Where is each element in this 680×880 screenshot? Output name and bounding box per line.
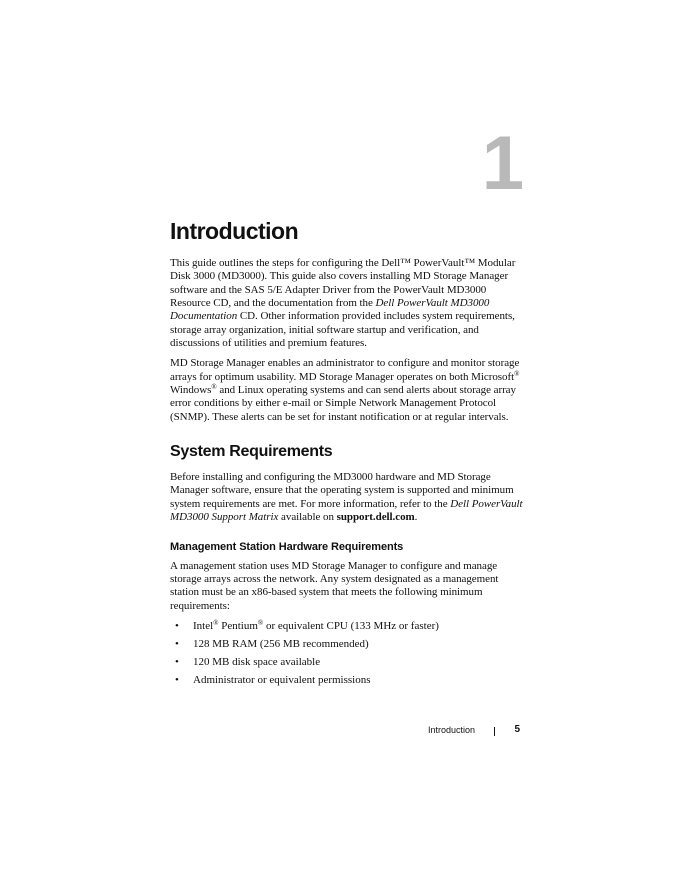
cpu-text-b: Pentium — [218, 619, 258, 632]
registered-mark: ® — [257, 618, 264, 627]
intro-p2-text-c: and Linux operating systems and can send alerts about storage array error conditions by either e-mail or Simple Network Management Protocol (SNMP). These alerts can be set for instant notification or at regular intervals. — [170, 384, 516, 423]
chapter-title: Introduction — [170, 218, 299, 244]
section-title-system-requirements: System Requirements — [170, 443, 333, 461]
sysreq-text-b: available on — [278, 511, 337, 524]
intro-p1-text-a: This guide outlines the steps for configuring the Dell™ PowerVault™ Modular Disk 3000 (MD3000). This guide also covers installing MD Storage Manager software and the SAS 5/E Adapter Driver from the PowerVault MD3000 Resource CD, and the documentation from the — [170, 257, 516, 310]
disk-text: 120 MB disk space available — [193, 655, 321, 668]
chapter-number: 1 — [481, 121, 522, 206]
intro-p2-text-b: Windows — [170, 384, 212, 397]
list-item-cpu — [170, 620, 524, 633]
page-footer — [380, 723, 520, 739]
page-number: 5 — [514, 724, 520, 735]
bullet-icon: • — [175, 619, 179, 632]
cpu-text-a: Intel — [193, 619, 214, 632]
sysreq-text-a: Before installing and configuring the MD3000 hardware and MD Storage Manager software, ensure that the operating system is supported and minimum system requirements are met. For more information, refer to the — [170, 471, 514, 510]
footer-chapter-title: Introduction — [427, 725, 475, 735]
requirements-list — [170, 620, 524, 687]
bullet-icon: • — [175, 673, 179, 686]
page-content — [170, 216, 524, 692]
intro-paragraph-1 — [170, 257, 524, 350]
list-item-ram — [170, 638, 524, 651]
support-site-link[interactable]: support.dell.com — [336, 511, 415, 524]
intro-p1-text-b: CD. Other information provided includes system requirements, storage array organization, initial software startup and verification, and discussions of utilities and premium features. — [170, 310, 515, 350]
list-item-disk — [170, 656, 524, 669]
list-item-permissions — [170, 674, 524, 687]
registered-mark: ® — [514, 369, 520, 378]
bullet-icon: • — [175, 655, 179, 668]
registered-mark: ® — [213, 618, 219, 627]
subsection-title-management-station: Management Station Hardware Requirements — [170, 540, 404, 553]
cpu-text-c: or equivalent CPU (133 MHz or faster) — [263, 619, 439, 632]
support-matrix-title: Dell PowerVault MD3000 Support Matrix — [170, 497, 523, 524]
bullet-icon: • — [175, 637, 179, 650]
management-station-paragraph: A management station uses MD Storage Manager to configure and manage storage arrays across the network. Any system designated as a management station must be an x86-based system that meets the following minimum requirements: — [170, 559, 499, 612]
permissions-text: Administrator or equivalent permissions — [193, 673, 371, 686]
sysreq-text-c: . — [414, 511, 418, 524]
system-requirements-paragraph — [170, 471, 524, 524]
intro-paragraph-2 — [170, 357, 524, 424]
footer-divider — [494, 727, 495, 736]
intro-p2-text-a: MD Storage Manager enables an administrator to configure and monitor storage arrays for optimum usability. MD Storage Manager operates on both Microsoft — [170, 357, 520, 383]
registered-mark: ® — [211, 383, 217, 392]
intro-p1-doc-title: Dell PowerVault MD3000 Documentation — [170, 297, 490, 323]
ram-text: 128 MB RAM (256 MB recommended) — [193, 637, 369, 650]
